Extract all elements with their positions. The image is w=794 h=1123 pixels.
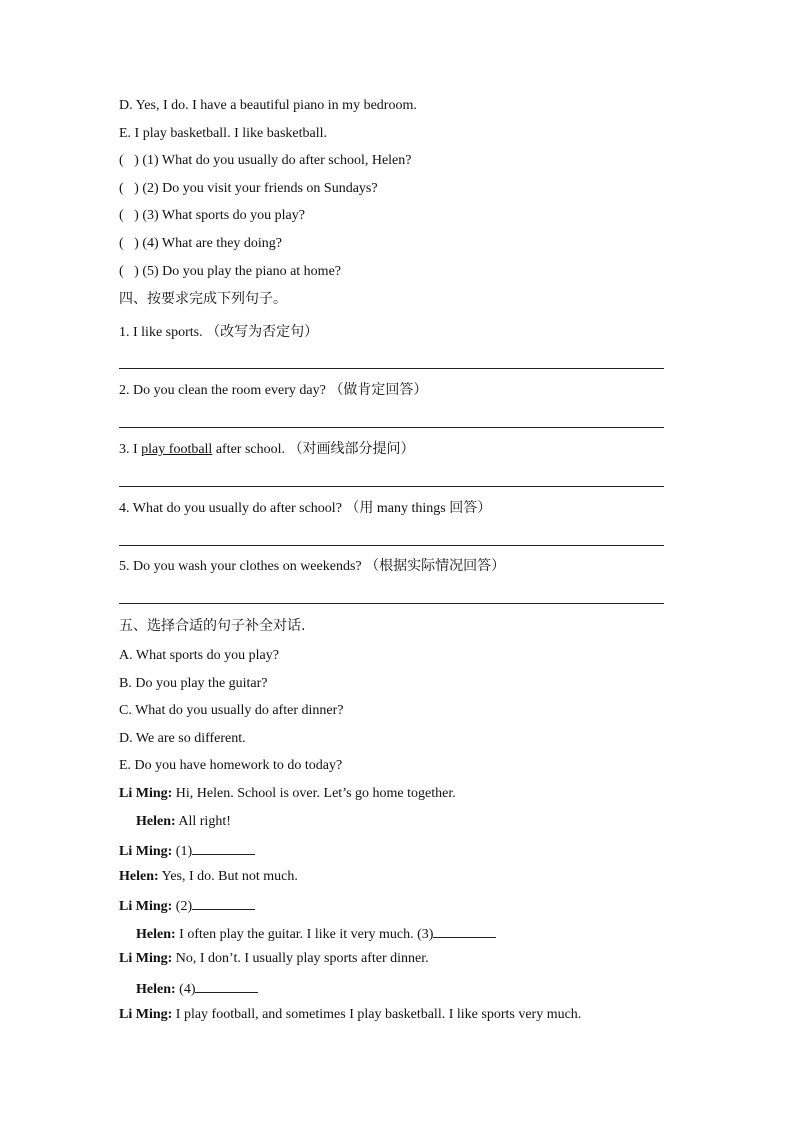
utterance: Yes, I do. But not much. xyxy=(158,869,298,884)
speaker: Li Ming: xyxy=(119,1007,173,1022)
blank-1[interactable] xyxy=(192,840,255,855)
speaker: Li Ming: xyxy=(119,786,173,801)
blank-4[interactable] xyxy=(195,978,258,993)
utterance: No, I don’t. I usually play sports after dinner. xyxy=(172,951,429,966)
task-3-underlined: play football xyxy=(141,442,213,457)
speaker: Li Ming: xyxy=(119,844,173,859)
task-2 xyxy=(119,381,427,400)
dialogue-line-7 xyxy=(119,950,429,968)
utterance: Hi, Helen. School is over. Let’s go home together. xyxy=(172,786,456,801)
choice-a: A. What sports do you play? xyxy=(119,648,279,663)
answer-line-3[interactable] xyxy=(119,486,664,487)
question-3: ( ) (3) What sports do you play? xyxy=(119,208,305,223)
blank-2[interactable] xyxy=(192,895,255,910)
task-5-text: 5. Do you wash your clothes on weekends? xyxy=(119,559,366,574)
task-1-text: 1. I like sports. xyxy=(119,325,207,340)
speaker: Li Ming: xyxy=(119,951,173,966)
task-5-note: （根据实际情况回答） xyxy=(365,558,506,574)
question-1: ( ) (1) What do you usually do after school, Helen? xyxy=(119,153,412,168)
task-5 xyxy=(119,557,505,576)
dialogue-line-3 xyxy=(119,840,255,861)
task-2-text: 2. Do you clean the room every day? xyxy=(119,383,330,398)
task-3-note: （对画线部分提问） xyxy=(288,441,415,457)
dialogue-line-6 xyxy=(136,923,496,944)
speaker: Li Ming: xyxy=(119,899,173,914)
task-1 xyxy=(119,323,318,342)
question-2: ( ) (2) Do you visit your friends on Sundays? xyxy=(119,181,378,196)
dialogue-line-2 xyxy=(136,813,231,831)
blank-3[interactable] xyxy=(433,923,496,938)
utterance: (4) xyxy=(175,982,196,997)
utterance: (2) xyxy=(172,899,193,914)
task-3-text: after school. xyxy=(212,442,289,457)
task-4-note: （用 xyxy=(345,500,374,516)
dialogue-line-5 xyxy=(119,895,255,916)
answer-line-4[interactable] xyxy=(119,545,664,546)
task-4 xyxy=(119,499,491,518)
task-4-text: 4. What do you usually do after school? xyxy=(119,501,346,516)
section-4-heading: 四、按要求完成下列句子。 xyxy=(119,291,287,307)
speaker: Helen: xyxy=(119,869,159,884)
choice-e: E. Do you have homework to do today? xyxy=(119,758,343,773)
section-5-heading: 五、选择合适的句子补全对话. xyxy=(119,618,306,634)
answer-line-2[interactable] xyxy=(119,427,664,428)
speaker: Helen: xyxy=(136,927,176,942)
task-1-note: （改写为否定句） xyxy=(206,324,319,340)
question-4: ( ) (4) What are they doing? xyxy=(119,236,283,251)
task-2-note: （做肯定回答） xyxy=(329,382,428,398)
task-3 xyxy=(119,440,415,459)
choice-b: B. Do you play the guitar? xyxy=(119,676,268,691)
speaker: Helen: xyxy=(136,814,176,829)
utterance: I often play the guitar. I like it very much. (3) xyxy=(175,927,434,942)
speaker: Helen: xyxy=(136,982,176,997)
task-4-mid: many things xyxy=(373,501,450,516)
option-e: E. I play basketball. I like basketball. xyxy=(119,126,327,141)
utterance: (1) xyxy=(172,844,193,859)
utterance: All right! xyxy=(175,814,231,829)
dialogue-line-9 xyxy=(119,1006,581,1024)
task-3-prefix: 3. I xyxy=(119,442,142,457)
choice-c: C. What do you usually do after dinner? xyxy=(119,703,344,718)
question-5: ( ) (5) Do you play the piano at home? xyxy=(119,264,341,279)
dialogue-line-1 xyxy=(119,785,456,803)
option-d: D. Yes, I do. I have a beautiful piano in my bedroom. xyxy=(119,98,417,113)
choice-d: D. We are so different. xyxy=(119,731,246,746)
answer-line-1[interactable] xyxy=(119,368,664,369)
answer-line-5[interactable] xyxy=(119,603,664,604)
dialogue-line-4 xyxy=(119,868,298,886)
dialogue-line-8 xyxy=(136,978,258,999)
task-4-note2: 回答） xyxy=(449,500,492,516)
utterance: I play football, and sometimes I play basketball. I like sports very much. xyxy=(172,1007,582,1022)
